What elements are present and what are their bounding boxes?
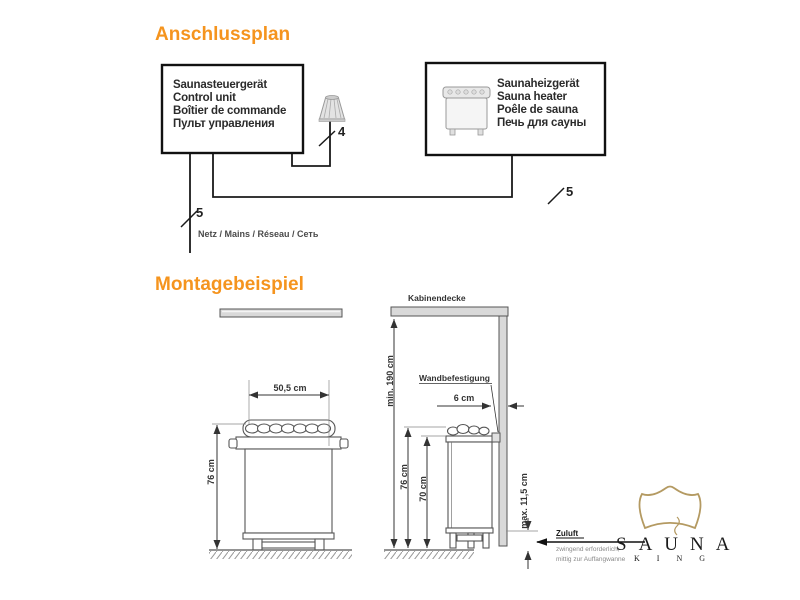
wall-bracket bbox=[492, 433, 500, 442]
sauna-heater-box bbox=[426, 63, 605, 155]
connection-plan-title: Anschlussplan bbox=[155, 24, 291, 45]
foot-front bbox=[450, 533, 456, 548]
control-unit-box bbox=[162, 65, 303, 153]
cabin-wall bbox=[499, 316, 507, 546]
mains-wire-label: 5 bbox=[196, 205, 204, 220]
heater-wire-slash bbox=[548, 188, 564, 204]
air-inlet-height-dimension: max. 11,5 cm bbox=[519, 473, 529, 529]
heater-body-front bbox=[245, 449, 332, 533]
heater-line-fr: Poêle de sauna bbox=[497, 104, 578, 116]
control-unit-line-de: Saunasteuergerät bbox=[173, 79, 267, 91]
top-band bbox=[236, 437, 341, 449]
heater-wire bbox=[213, 153, 512, 197]
wall-mount-label: Wandbefestigung bbox=[419, 373, 490, 383]
heater-wire-label: 5 bbox=[566, 184, 574, 199]
min-ceiling-height-dimension: min. 190 cm bbox=[385, 355, 395, 407]
lamp-wire-label: 4 bbox=[338, 124, 346, 139]
foot-rear bbox=[483, 533, 489, 548]
sauna-heater-icon bbox=[443, 87, 490, 135]
control-unit-line-en: Control unit bbox=[173, 92, 236, 104]
ceiling-panel-left bbox=[220, 309, 342, 317]
body-height-dimension: 70 cm bbox=[418, 476, 428, 502]
brand-name: SAUNA bbox=[616, 534, 742, 555]
air-inlet-note-1: zwingend erforderlich, bbox=[556, 546, 620, 553]
ground-hatch-left bbox=[209, 551, 352, 559]
width-dimension: 50,5 cm bbox=[273, 383, 307, 393]
leg-left bbox=[253, 539, 262, 550]
mounting-example-title: Montagebeispiel bbox=[155, 274, 304, 295]
cabin-ceiling bbox=[391, 307, 508, 316]
air-inlet-note-2: mittig zur Auffangwanne bbox=[556, 556, 626, 563]
side-bottom-lip bbox=[446, 528, 493, 533]
heater-line-ru: Печь для сауны bbox=[497, 117, 587, 129]
lamp-wire-slash bbox=[319, 131, 335, 146]
control-unit-line-ru: Пульт управления bbox=[173, 118, 275, 130]
ceiling-label: Kabinendecke bbox=[408, 293, 466, 303]
mains-caption: Netz / Mains / Réseau / Сеть bbox=[198, 229, 319, 239]
lamp-icon bbox=[319, 96, 345, 122]
wall-gap-dimension: 6 cm bbox=[453, 393, 475, 403]
base-bar bbox=[262, 542, 315, 548]
brand-logo bbox=[616, 487, 741, 564]
side-bracket-right bbox=[340, 439, 348, 448]
side-top-band bbox=[446, 436, 494, 442]
bottom-lip bbox=[243, 533, 334, 539]
leg-right bbox=[315, 539, 324, 550]
base-recess bbox=[457, 535, 482, 541]
heater-front-view bbox=[206, 309, 352, 559]
ground-hatch-right bbox=[384, 551, 474, 559]
heater-side-view bbox=[384, 293, 645, 569]
air-inlet-arrowhead bbox=[536, 538, 547, 546]
steam-icon bbox=[675, 517, 680, 535]
heater-line-de: Saunaheizgerät bbox=[497, 78, 580, 90]
total-height-dimension: 76 cm bbox=[399, 464, 409, 490]
mains-wire-slash bbox=[181, 211, 197, 227]
air-inlet-label: Zuluft bbox=[556, 529, 579, 538]
crown-icon bbox=[640, 487, 701, 529]
height-dimension: 76 cm bbox=[206, 459, 216, 485]
heater-line-en: Sauna heater bbox=[497, 91, 567, 103]
control-unit-line-fr: Boîtier de commande bbox=[173, 105, 287, 117]
heater-body-side bbox=[448, 442, 492, 528]
brand-subname: KING bbox=[634, 554, 722, 563]
side-bracket-left bbox=[229, 439, 237, 448]
